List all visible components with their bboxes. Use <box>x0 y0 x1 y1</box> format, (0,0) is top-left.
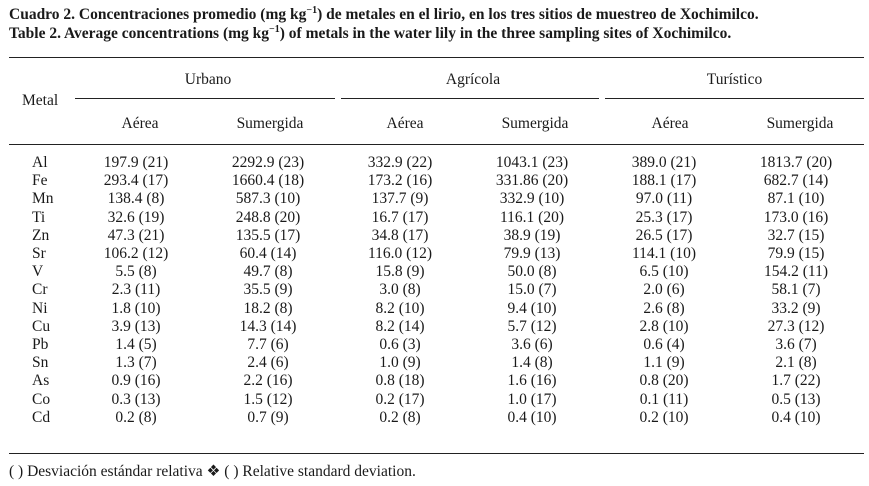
value-cell: 7.7 (6) <box>247 336 289 354</box>
table-row <box>9 409 864 427</box>
value-cell: 0.8 (20) <box>639 372 689 390</box>
caption-english: Table 2. Average concentrations (mg $kg^{-1}$) of metals in the water lily in the three sampling sites of Xochimilco. <box>9 23 732 42</box>
value-cell: 2.0 (6) <box>643 281 685 299</box>
metal-cell: Zn <box>32 226 50 244</box>
value-cell: 1813.7 (20) <box>759 154 833 171</box>
table-row <box>9 336 864 354</box>
value-cell: 3.6 (7) <box>775 336 817 354</box>
value-cell: 5.7 (12) <box>507 317 557 335</box>
metal-cell: Mn <box>32 190 54 208</box>
value-cell: 1.6 (16) <box>507 372 557 390</box>
value-cell: 0.2 (10) <box>639 408 689 426</box>
value-cell: 8.2 (14) <box>375 317 425 335</box>
value-cell: 49.7 (8) <box>243 263 293 281</box>
table-body <box>9 154 864 427</box>
value-cell: 2.6 (8) <box>643 299 685 317</box>
value-cell: 332.9 (22) <box>367 154 433 171</box>
value-cell: 0.4 (10) <box>771 408 821 426</box>
metal-cell: Al <box>32 154 48 171</box>
group-rule-urbano <box>75 98 335 99</box>
table-row <box>9 354 864 372</box>
value-cell: 197.9 (21) <box>103 154 169 171</box>
metal-cell: Ti <box>32 208 46 226</box>
group-rule-agricola <box>341 98 599 99</box>
value-cell: 14.3 (14) <box>239 317 297 335</box>
value-cell: 6.5 (10) <box>639 263 689 281</box>
metal-cell: Cr <box>32 281 48 299</box>
value-cell: 0.2 (8) <box>379 408 421 426</box>
value-cell: 0.3 (13) <box>111 390 161 408</box>
value-cell: 79.9 (15) <box>767 245 825 263</box>
table-row <box>9 172 864 190</box>
metal-cell: Fe <box>32 172 48 190</box>
subheader-turistico-aerea: Aérea <box>651 115 689 132</box>
value-cell: 32.7 (15) <box>767 226 825 244</box>
value-cell: 1.0 (9) <box>379 354 421 372</box>
value-cell: 60.4 (14) <box>239 245 297 263</box>
value-cell: 1043.1 (23) <box>495 154 569 171</box>
caption-spanish: Cuadro 2. Concentraciones promedio (mg $kg^{-1}$) de metales en el lirio, en los tres sitios de muestreo de Xochimilco. <box>9 4 759 23</box>
top-rule <box>9 57 864 58</box>
value-cell: 154.2 (11) <box>764 263 828 281</box>
subheader-turistico-sumergida: Sumergida <box>766 115 834 132</box>
table-row <box>9 263 864 281</box>
value-cell: 293.4 (17) <box>103 172 169 190</box>
value-cell: 47.3 (21) <box>107 226 165 244</box>
metal-cell: Pb <box>32 336 49 354</box>
value-cell: 0.4 (10) <box>507 408 557 426</box>
group-header-agricola: Agrícola <box>445 71 501 88</box>
value-cell: 248.8 (20) <box>235 208 301 226</box>
value-cell: 0.1 (11) <box>639 390 689 408</box>
subheader-urbano-sumergida: Sumergida <box>236 115 304 132</box>
value-cell: 0.6 (4) <box>643 336 685 354</box>
value-cell: 8.2 (10) <box>375 299 425 317</box>
value-cell: 188.1 (17) <box>631 172 697 190</box>
group-header-turistico: Turístico <box>706 71 763 88</box>
value-cell: 1.5 (12) <box>243 390 293 408</box>
value-cell: 9.4 (10) <box>507 299 557 317</box>
bottom-rule <box>9 453 864 454</box>
value-cell: 3.0 (8) <box>379 281 421 299</box>
value-cell: 50.0 (8) <box>507 263 557 281</box>
value-cell: 1.1 (9) <box>643 354 685 372</box>
table-row <box>9 300 864 318</box>
value-cell: 0.8 (18) <box>375 372 425 390</box>
value-cell: 682.7 (14) <box>763 172 829 190</box>
value-cell: 1.4 (5) <box>115 336 157 354</box>
value-cell: 1.3 (7) <box>115 354 157 372</box>
metal-cell: As <box>32 372 50 390</box>
value-cell: 16.7 (17) <box>371 208 429 226</box>
table-row <box>9 318 864 336</box>
concentrations-table <box>9 154 864 427</box>
value-cell: 106.2 (12) <box>103 245 169 263</box>
metal-cell: Cu <box>32 317 51 335</box>
value-cell: 5.5 (8) <box>115 263 157 281</box>
table-row <box>9 372 864 390</box>
metal-cell: Ni <box>32 299 48 317</box>
value-cell: 15.0 (7) <box>507 281 557 299</box>
value-cell: 0.9 (16) <box>111 372 161 390</box>
metal-header: Metal <box>22 92 59 109</box>
value-cell: 116.1 (20) <box>500 208 564 226</box>
table-row <box>9 190 864 208</box>
value-cell: 97.0 (11) <box>635 190 693 208</box>
value-cell: 25.3 (17) <box>635 208 693 226</box>
value-cell: 27.3 (12) <box>767 317 825 335</box>
value-cell: 138.4 (8) <box>107 190 165 208</box>
value-cell: 114.1 (10) <box>632 245 696 263</box>
value-cell: 331.86 (20) <box>495 172 569 190</box>
value-cell: 2.4 (6) <box>247 354 289 372</box>
metal-cell: Co <box>32 390 51 408</box>
value-cell: 2.1 (8) <box>775 354 817 372</box>
value-cell: 1.8 (10) <box>111 299 161 317</box>
value-cell: 15.8 (9) <box>375 263 425 281</box>
metal-cell: Sr <box>32 245 46 263</box>
subheader-agricola-sumergida: Sumergida <box>501 115 569 132</box>
table-row <box>9 391 864 409</box>
footnote: ( ) Desviación estándar relativa ❖ ( ) Relative standard deviation. <box>9 463 416 480</box>
value-cell: 35.5 (9) <box>243 281 293 299</box>
value-cell: 0.5 (13) <box>771 390 821 408</box>
table-row <box>9 209 864 227</box>
value-cell: 26.5 (17) <box>635 226 693 244</box>
value-cell: 1.0 (17) <box>507 390 557 408</box>
table-row <box>9 245 864 263</box>
value-cell: 0.6 (3) <box>379 336 421 354</box>
metal-cell: Sn <box>32 354 49 372</box>
value-cell: 389.0 (21) <box>631 154 697 171</box>
value-cell: 0.2 (17) <box>375 390 425 408</box>
value-cell: 2.2 (16) <box>243 372 293 390</box>
value-cell: 0.2 (8) <box>115 408 157 426</box>
value-cell: 18.2 (8) <box>243 299 293 317</box>
value-cell: 3.9 (13) <box>111 317 161 335</box>
value-cell: 3.6 (6) <box>511 336 553 354</box>
value-cell: 34.8 (17) <box>371 226 429 244</box>
metal-cell: V <box>32 263 44 281</box>
table-row <box>9 227 864 245</box>
value-cell: 33.2 (9) <box>771 299 821 317</box>
value-cell: 38.9 (19) <box>503 226 561 244</box>
value-cell: 32.6 (19) <box>107 208 165 226</box>
value-cell: 135.5 (17) <box>235 226 301 244</box>
value-cell: 173.2 (16) <box>367 172 433 190</box>
value-cell: 1.7 (22) <box>771 372 821 390</box>
value-cell: 2292.9 (23) <box>231 154 305 171</box>
value-cell: 137.7 (9) <box>371 190 429 208</box>
value-cell: 58.1 (7) <box>771 281 821 299</box>
table-caption <box>9 5 864 43</box>
value-cell: 1.4 (8) <box>511 354 553 372</box>
value-cell: 173.0 (16) <box>763 208 829 226</box>
value-cell: 2.8 (10) <box>639 317 689 335</box>
value-cell: 2.3 (11) <box>111 281 161 299</box>
value-cell: 87.1 (10) <box>767 190 825 208</box>
value-cell: 79.9 (13) <box>503 245 561 263</box>
value-cell: 587.3 (10) <box>235 190 301 208</box>
value-cell: 1660.4 (18) <box>231 172 305 190</box>
metal-cell: Cd <box>32 408 51 426</box>
subheader-urbano-aerea: Aérea <box>121 115 159 132</box>
table-row <box>9 281 864 299</box>
value-cell: 116.0 (12) <box>368 245 432 263</box>
value-cell: 332.9 (10) <box>499 190 565 208</box>
group-header-urbano: Urbano <box>184 71 232 88</box>
group-rule-turistico <box>605 98 864 99</box>
value-cell: 0.7 (9) <box>247 408 289 426</box>
subheader-agricola-aerea: Aérea <box>386 115 424 132</box>
table-row <box>9 154 864 172</box>
header-rule <box>9 144 864 145</box>
